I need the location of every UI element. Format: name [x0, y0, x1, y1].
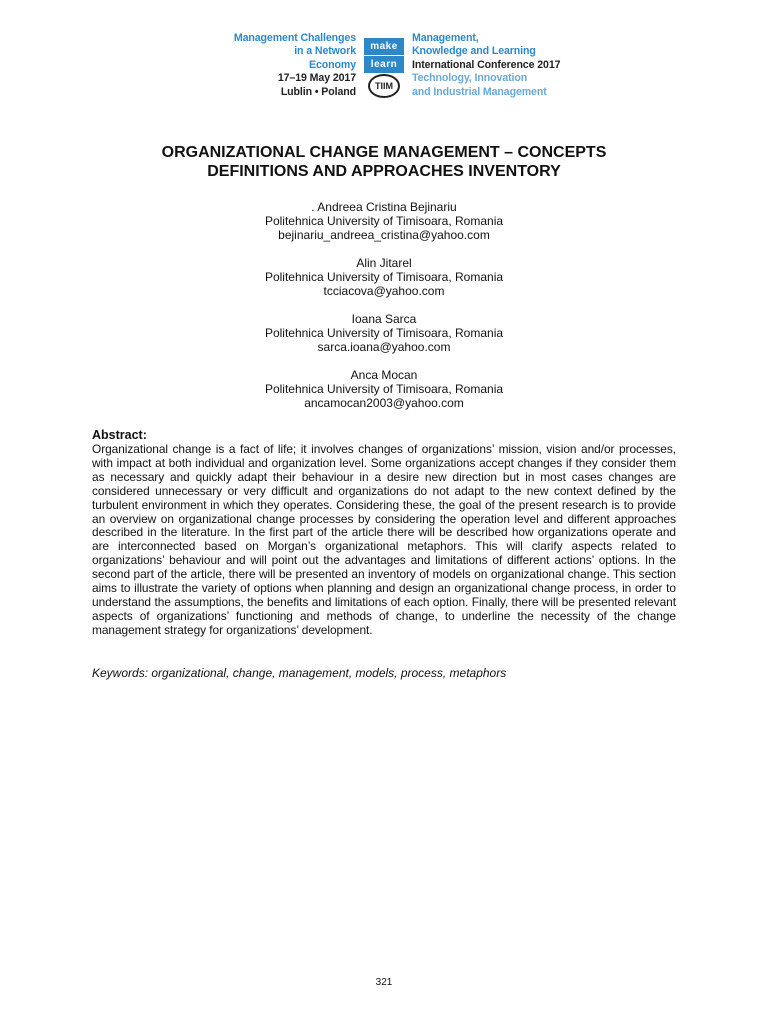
author-email: ancamocan2003@yahoo.com — [304, 396, 464, 410]
banner-left-line: Management Challenges — [233, 32, 356, 44]
author-name: Alin Jitarel — [356, 256, 412, 270]
keywords: Keywords: organizational, change, management, models, process, metaphors — [92, 666, 507, 680]
author-affiliation: Politehnica University of Timisoara, Romania — [264, 326, 504, 340]
title-line: DEFINITIONS AND APPROACHES INVENTORY — [207, 163, 561, 180]
banner-right-line: Technology, Innovation — [412, 72, 528, 85]
author-email: tcciacova@yahoo.com — [323, 284, 445, 298]
banner-right-line: and Industrial Management — [412, 85, 547, 98]
conference-banner — [0, 30, 768, 100]
logo-tiim: TIIM — [368, 74, 400, 98]
logo-learn: learn — [364, 56, 404, 73]
make-learn-tiim-logo — [364, 30, 404, 100]
paper-title — [60, 143, 708, 181]
author-name: Anca Mocan — [350, 368, 418, 382]
banner-left-line: Economy — [309, 58, 356, 71]
logo-make: make — [364, 38, 404, 55]
author-entry — [120, 312, 648, 354]
banner-place: Lublin • Poland — [280, 85, 356, 98]
authors-block — [120, 200, 648, 424]
abstract-body: Organizational change is a fact of life; it involves changes of organizations’ mission, vision and/or processes, with impact at both individual and organization level. Some organizations accept changes if they consider them as necessary and quickly adapt their behaviour in a desire new direction but in most cases changes are considered unnecessary or very difficult and organizations do not adapt to the new context defined by the turbulent environment in which they operates. Considering these, the goal of the present research is to provide an overview on organizational change processes by considering the operation level and different approaches described in the literature. In the first part of the article there will be described how organizations operate and are interconnected based on Morgan’s organizational metaphors. This will clarify aspects related to organizations’ behaviour and will point out the advantages and limitations of different actions’ options. In the second part of the article, there will be presented an inventory of models on organizational change. This section aims to illustrate the variety of options when planning and design an organizational change process, in order to understand the assumptions, the benefits and limitations of each option. Finally, there will be presented relevant aspects of organizations’ functioning and methods of change, to underline the necessity of the change management strategy for organizations’ development. — [92, 442, 676, 637]
author-email: bejinariu_andreea_cristina@yahoo.com — [278, 228, 490, 242]
banner-right-line: Management, — [412, 32, 479, 44]
author-name: . Andreea Cristina Bejinariu — [311, 200, 457, 214]
title-line: ORGANIZATIONAL CHANGE MANAGEMENT – CONCEPTS — [161, 144, 607, 161]
banner-left-line: in a Network — [294, 45, 356, 58]
author-name: Ioana Sarca — [351, 312, 417, 326]
author-entry — [120, 368, 648, 410]
author-email: sarca.ioana@yahoo.com — [317, 340, 451, 354]
author-entry — [120, 256, 648, 298]
banner-date: 17–19 May 2017 — [277, 72, 356, 85]
author-affiliation: Politehnica University of Timisoara, Romania — [264, 382, 504, 396]
author-affiliation: Politehnica University of Timisoara, Romania — [264, 270, 504, 284]
author-affiliation: Politehnica University of Timisoara, Romania — [264, 214, 504, 228]
banner-right-line: Knowledge and Learning — [412, 45, 536, 58]
author-entry — [120, 200, 648, 242]
banner-left-block — [234, 32, 356, 99]
page-number: 321 — [375, 977, 393, 988]
abstract-heading: Abstract: — [92, 428, 147, 442]
banner-right-conference: International Conference 2017 — [412, 58, 561, 71]
banner-right-block — [412, 32, 560, 99]
